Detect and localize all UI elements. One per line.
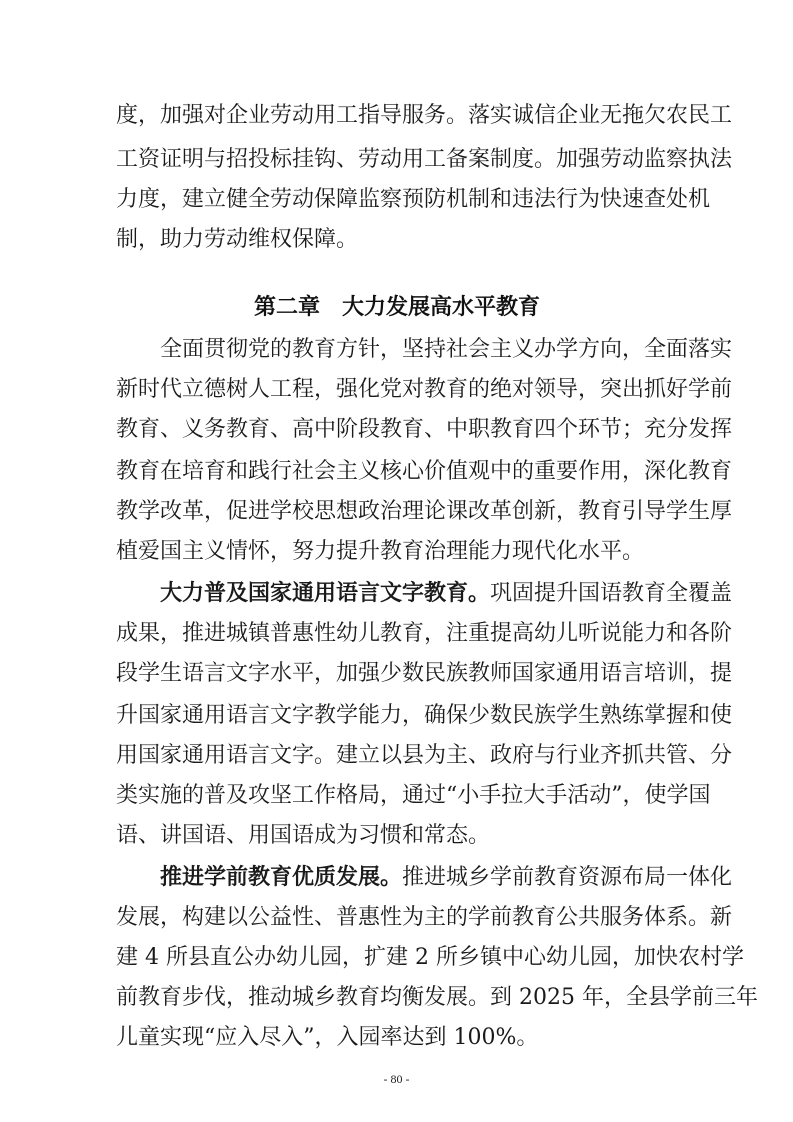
text-line: 植爱国主义情怀，努力提升教育治理能力现代化水平。 [116, 539, 645, 564]
section-lead-preschool: 推进学前教育优质发展。 [160, 865, 403, 890]
text-line: 教育在培育和践行社会主义核心价值观中的重要作用，深化教育 [116, 459, 733, 484]
section-lead-language: 大力普及国家通用语言文字教育。 [160, 581, 491, 606]
text-line: 语、讲国语、用国语成为习惯和常态。 [116, 823, 491, 848]
text-line: 段学生语言文字水平，加强少数民族教师国家通用语言培训，提 [116, 661, 733, 686]
text-line: 成果，推进城镇普惠性幼儿教育，注重提高幼儿听说能力和各阶 [116, 621, 733, 646]
page-number: - 80 - [383, 1072, 410, 1086]
body-text-tail [116, 0, 678, 1122]
text-line: 发展，构建以公益性、普惠性为主的学前教育公共服务体系。新 [116, 905, 733, 930]
chapter-heading: 第二章 大力发展高水平教育 [253, 295, 540, 320]
text-line: 力度，建立健全劳动保障监察预防机制和违法行为快速查处机 [116, 187, 711, 212]
text-line: 建 4 所县直公办幼儿园，扩建 2 所乡镇中心幼儿园，加快农村学 [116, 945, 744, 970]
text-line: 类实施的普及攻坚工作格局，通过“小手拉大手活动”，使学国 [116, 783, 711, 808]
text-line: 教育、义务教育、高中阶段教育、中职教育四个环节；充分发挥 [116, 417, 733, 442]
text-line: 教学改革，促进学校思想政治理论课改革创新，教育引导学生厚 [116, 499, 733, 524]
text-span: 巩固提升国语教育全覆盖 [490, 581, 733, 606]
text-line: 前教育步伐，推动城乡教育均衡发展。到 2025 年，全县学前三年 [116, 985, 758, 1010]
text-line: 度，加强对企业劳动用工指导服务。落实诚信企业无拖欠农民工 [116, 103, 733, 128]
text-line: 新时代立德树人工程，强化党对教育的绝对领导，突出抓好学前 [116, 377, 733, 402]
text-line: 制，助力劳动维权保障。 [116, 227, 359, 252]
text-line: 升国家通用语言文字教学能力，确保少数民族学生熟练掌握和使 [116, 703, 733, 728]
text-line: 全面贯彻党的教育方针，坚持社会主义办学方向，全面落实 [160, 337, 733, 362]
text-line: 用国家通用语言文字。建立以县为主、政府与行业齐抓共管、分 [116, 743, 733, 768]
text-line: 工资证明与招投标挂钩、劳动用工备案制度。加强劳动监察执法 [116, 147, 733, 172]
text-span: 推进城乡学前教育资源布局一体化 [402, 865, 733, 890]
text-line: 儿童实现“应入尽入”，入园率达到 100%。 [116, 1025, 539, 1050]
